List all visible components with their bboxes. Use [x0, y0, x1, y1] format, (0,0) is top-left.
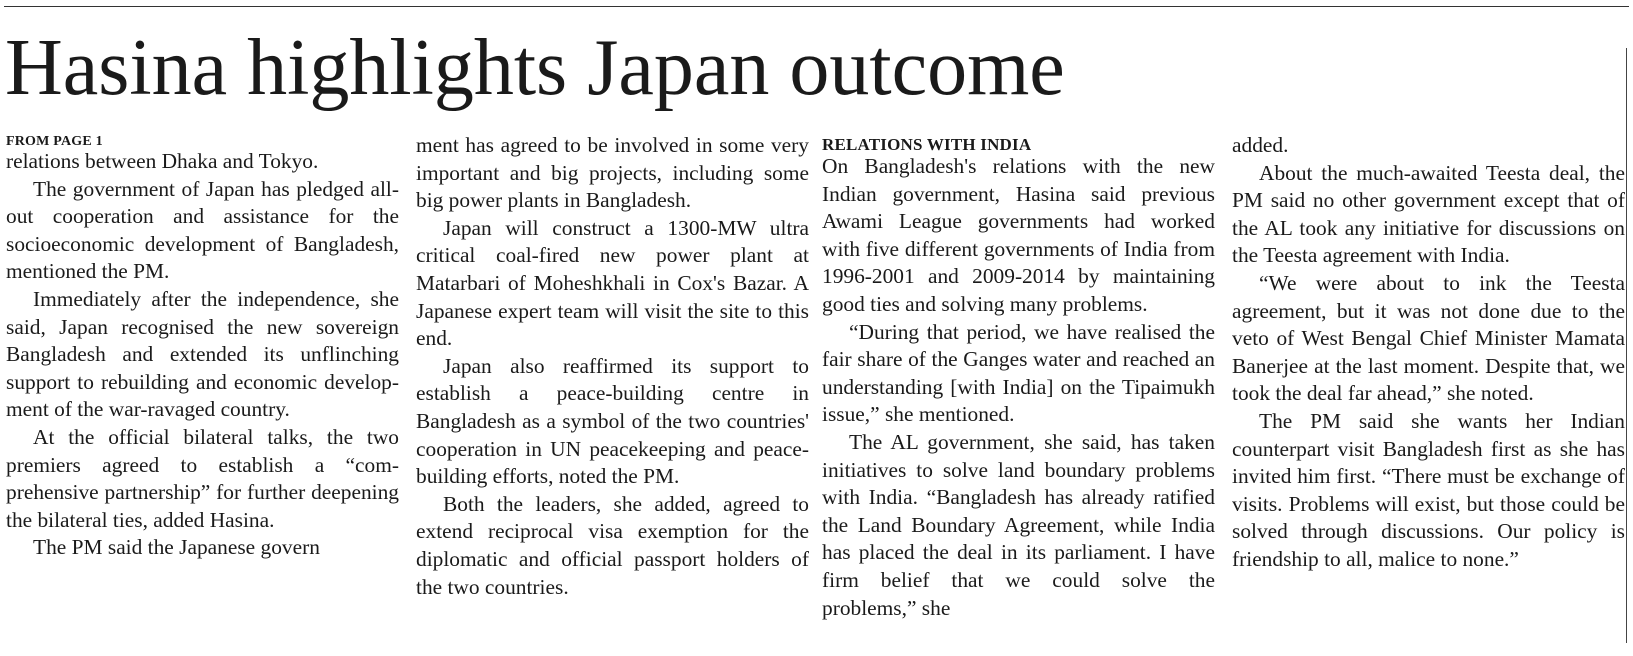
- paragraph: On Bangladesh's relations with the new Indian government, Hasina said previous Awami League governments had worked with five different governments of India from 1996-2001 and 2009-2014 by maintaining good ties and solving many problems.: [822, 154, 1215, 316]
- article-column-1: [6, 132, 399, 652]
- article-column-4: [1232, 132, 1625, 652]
- paragraph: About the much-awaited Teesta deal, the PM said no other government except that of the AL took any initiative for discussions on the Teesta agreement with India.: [1232, 160, 1625, 268]
- article-column-2: [416, 132, 809, 652]
- paragraph: added.: [1232, 133, 1289, 157]
- paragraph: The AL government, she said, has taken initiatives to solve land boundary problems with India. “Bangladesh has already ratified the Land Boundary Agreement, while India has placed the deal in its parliament. I have firm belief that we could solve the problems,” she: [822, 429, 1215, 620]
- article-column-3: [822, 132, 1215, 652]
- paragraph: The PM said the Japanese govern: [33, 535, 320, 560]
- paragraph: ment has agreed to be involved in some very important and big projects, including some big power plants in Bangladesh.: [416, 133, 809, 213]
- paragraph: relations between Dhaka and Tokyo.: [6, 149, 319, 173]
- paragraph: The government of Japan has pledged all-out cooperation and assistance for the socioeconomic development of Bangladesh, mentioned the PM.: [6, 176, 399, 284]
- top-rule: [4, 6, 1629, 7]
- paragraph: Japan will construct a 1300-MW ultra critical coal-fired new power plant at Matarbari of Moheshkhali in Cox's Bazar. A Japanese expert team will visit the site to this end.: [416, 215, 809, 351]
- paragraph: Japan also reaffirmed its support to establish a peace-building centre in Bangladesh as a symbol of the two countries' cooperation in UN peacekeeping and peace-building efforts, noted the PM.: [416, 353, 809, 489]
- paragraph: Both the leaders, she added, agreed to extend reciprocal visa exemption for the diplomatic and official passport holders of the two countries.: [416, 491, 809, 599]
- paragraph: “We were about to ink the Teesta agreement, but it was not done due to the veto of West Bengal Chief Minister Mamata Banerjee at the last moment. Despite that, we took the deal far ahead,” she noted.: [1232, 270, 1625, 406]
- paragraph: At the official bilateral talks, the two premiers agreed to establish a “comprehensive partnership” for further deepening the bilateral ties, added Hasina.: [6, 424, 399, 532]
- column-rule-right: [1626, 48, 1627, 643]
- paragraph: “During that period, we have realised the fair share of the Ganges water and reached an understanding [with India] on the Tipaimukh issue,” she mentioned.: [822, 319, 1215, 427]
- jump-line: FROM PAGE 1: [6, 134, 103, 149]
- paragraph: Immediately after the independence, she said, Japan recognised the new sovereign Bangladesh and extended its unflinching support to rebuilding and economic development of the war-ravaged country.: [6, 286, 399, 422]
- subhead: RELATIONS WITH INDIA: [822, 135, 1032, 154]
- headline: Hasina highlights Japan outcome: [5, 24, 1065, 112]
- paragraph: The PM said she wants her Indian counterpart visit Bangladesh first as she has invited him first. “There must be exchange of visits. Problems will exist, but those could be solved through discussions. Our policy is friendship to all, malice to none.”: [1232, 408, 1625, 571]
